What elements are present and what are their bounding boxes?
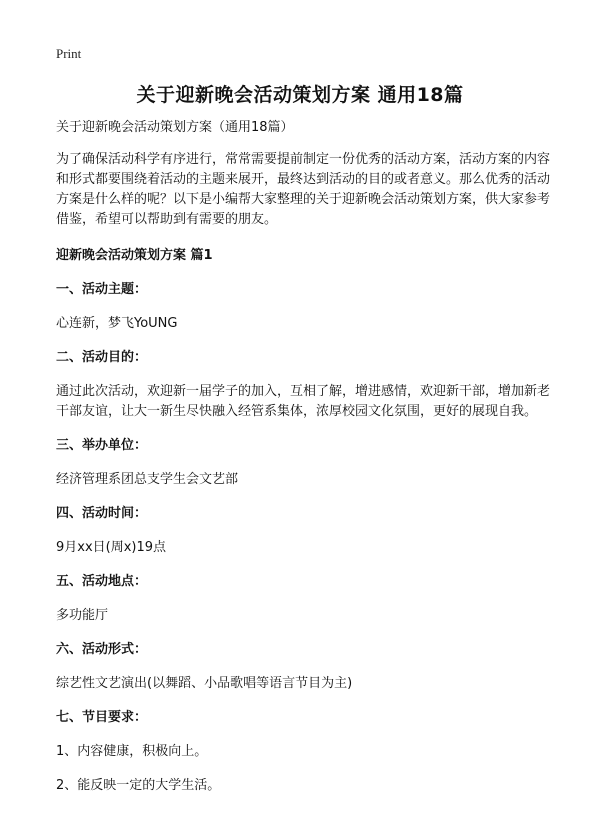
section-heading-time: 四、活动时间：	[56, 506, 148, 521]
section-heading-purpose: 二、活动目的：	[56, 350, 148, 365]
document-subtitle: 关于迎新晚会活动策划方案（通用18篇）	[56, 120, 294, 135]
section-body-theme: 心连新，梦飞YoUNG	[56, 316, 178, 331]
print-link[interactable]: Print	[56, 46, 82, 61]
page-title: 关于迎新晚会活动策划方案 通用18篇	[136, 84, 464, 106]
section-body-time: 9月xx日(周x)19点	[56, 540, 167, 555]
document-body	[56, 118, 556, 810]
section-heading-requirements: 七、节目要求：	[56, 710, 148, 725]
requirement-item: 2、能反映一定的大学生活。	[56, 778, 221, 793]
section-heading-location: 五、活动地点：	[56, 574, 148, 589]
section-heading-theme: 一、活动主题：	[56, 282, 148, 297]
section-heading-organizer: 三、举办单位：	[56, 438, 148, 453]
section-body-location: 多功能厅	[56, 608, 109, 623]
requirement-item: 1、内容健康，积极向上。	[56, 744, 208, 759]
part-title: 迎新晚会活动策划方案 篇1	[56, 248, 213, 263]
section-body-format: 综艺性文艺演出(以舞蹈、小品歌唱等语言节目为主)	[56, 676, 353, 691]
section-body-purpose: 通过此次活动，欢迎新一届学子的加入，互相了解，增进感情，欢迎新干部，增加新老干部友谊，让大一新生尽快融入经管系集体，浓厚校园文化氛围，更好的展现自我。	[56, 384, 551, 419]
section-heading-format: 六、活动形式：	[56, 642, 148, 657]
section-body-organizer: 经济管理系团总支学生会文艺部	[56, 472, 239, 487]
intro-paragraph: 为了确保活动科学有序进行，常常需要提前制定一份优秀的活动方案，活动方案的内容和形式都要围绕着活动的主题来展开，最终达到活动的目的或者意义。那么优秀的活动方案是什么样的呢？以下是小编帮大家整理的关于迎新晚会活动策划方案，供大家参考借鉴，希望可以帮助到有需要的朋友。	[56, 152, 551, 227]
